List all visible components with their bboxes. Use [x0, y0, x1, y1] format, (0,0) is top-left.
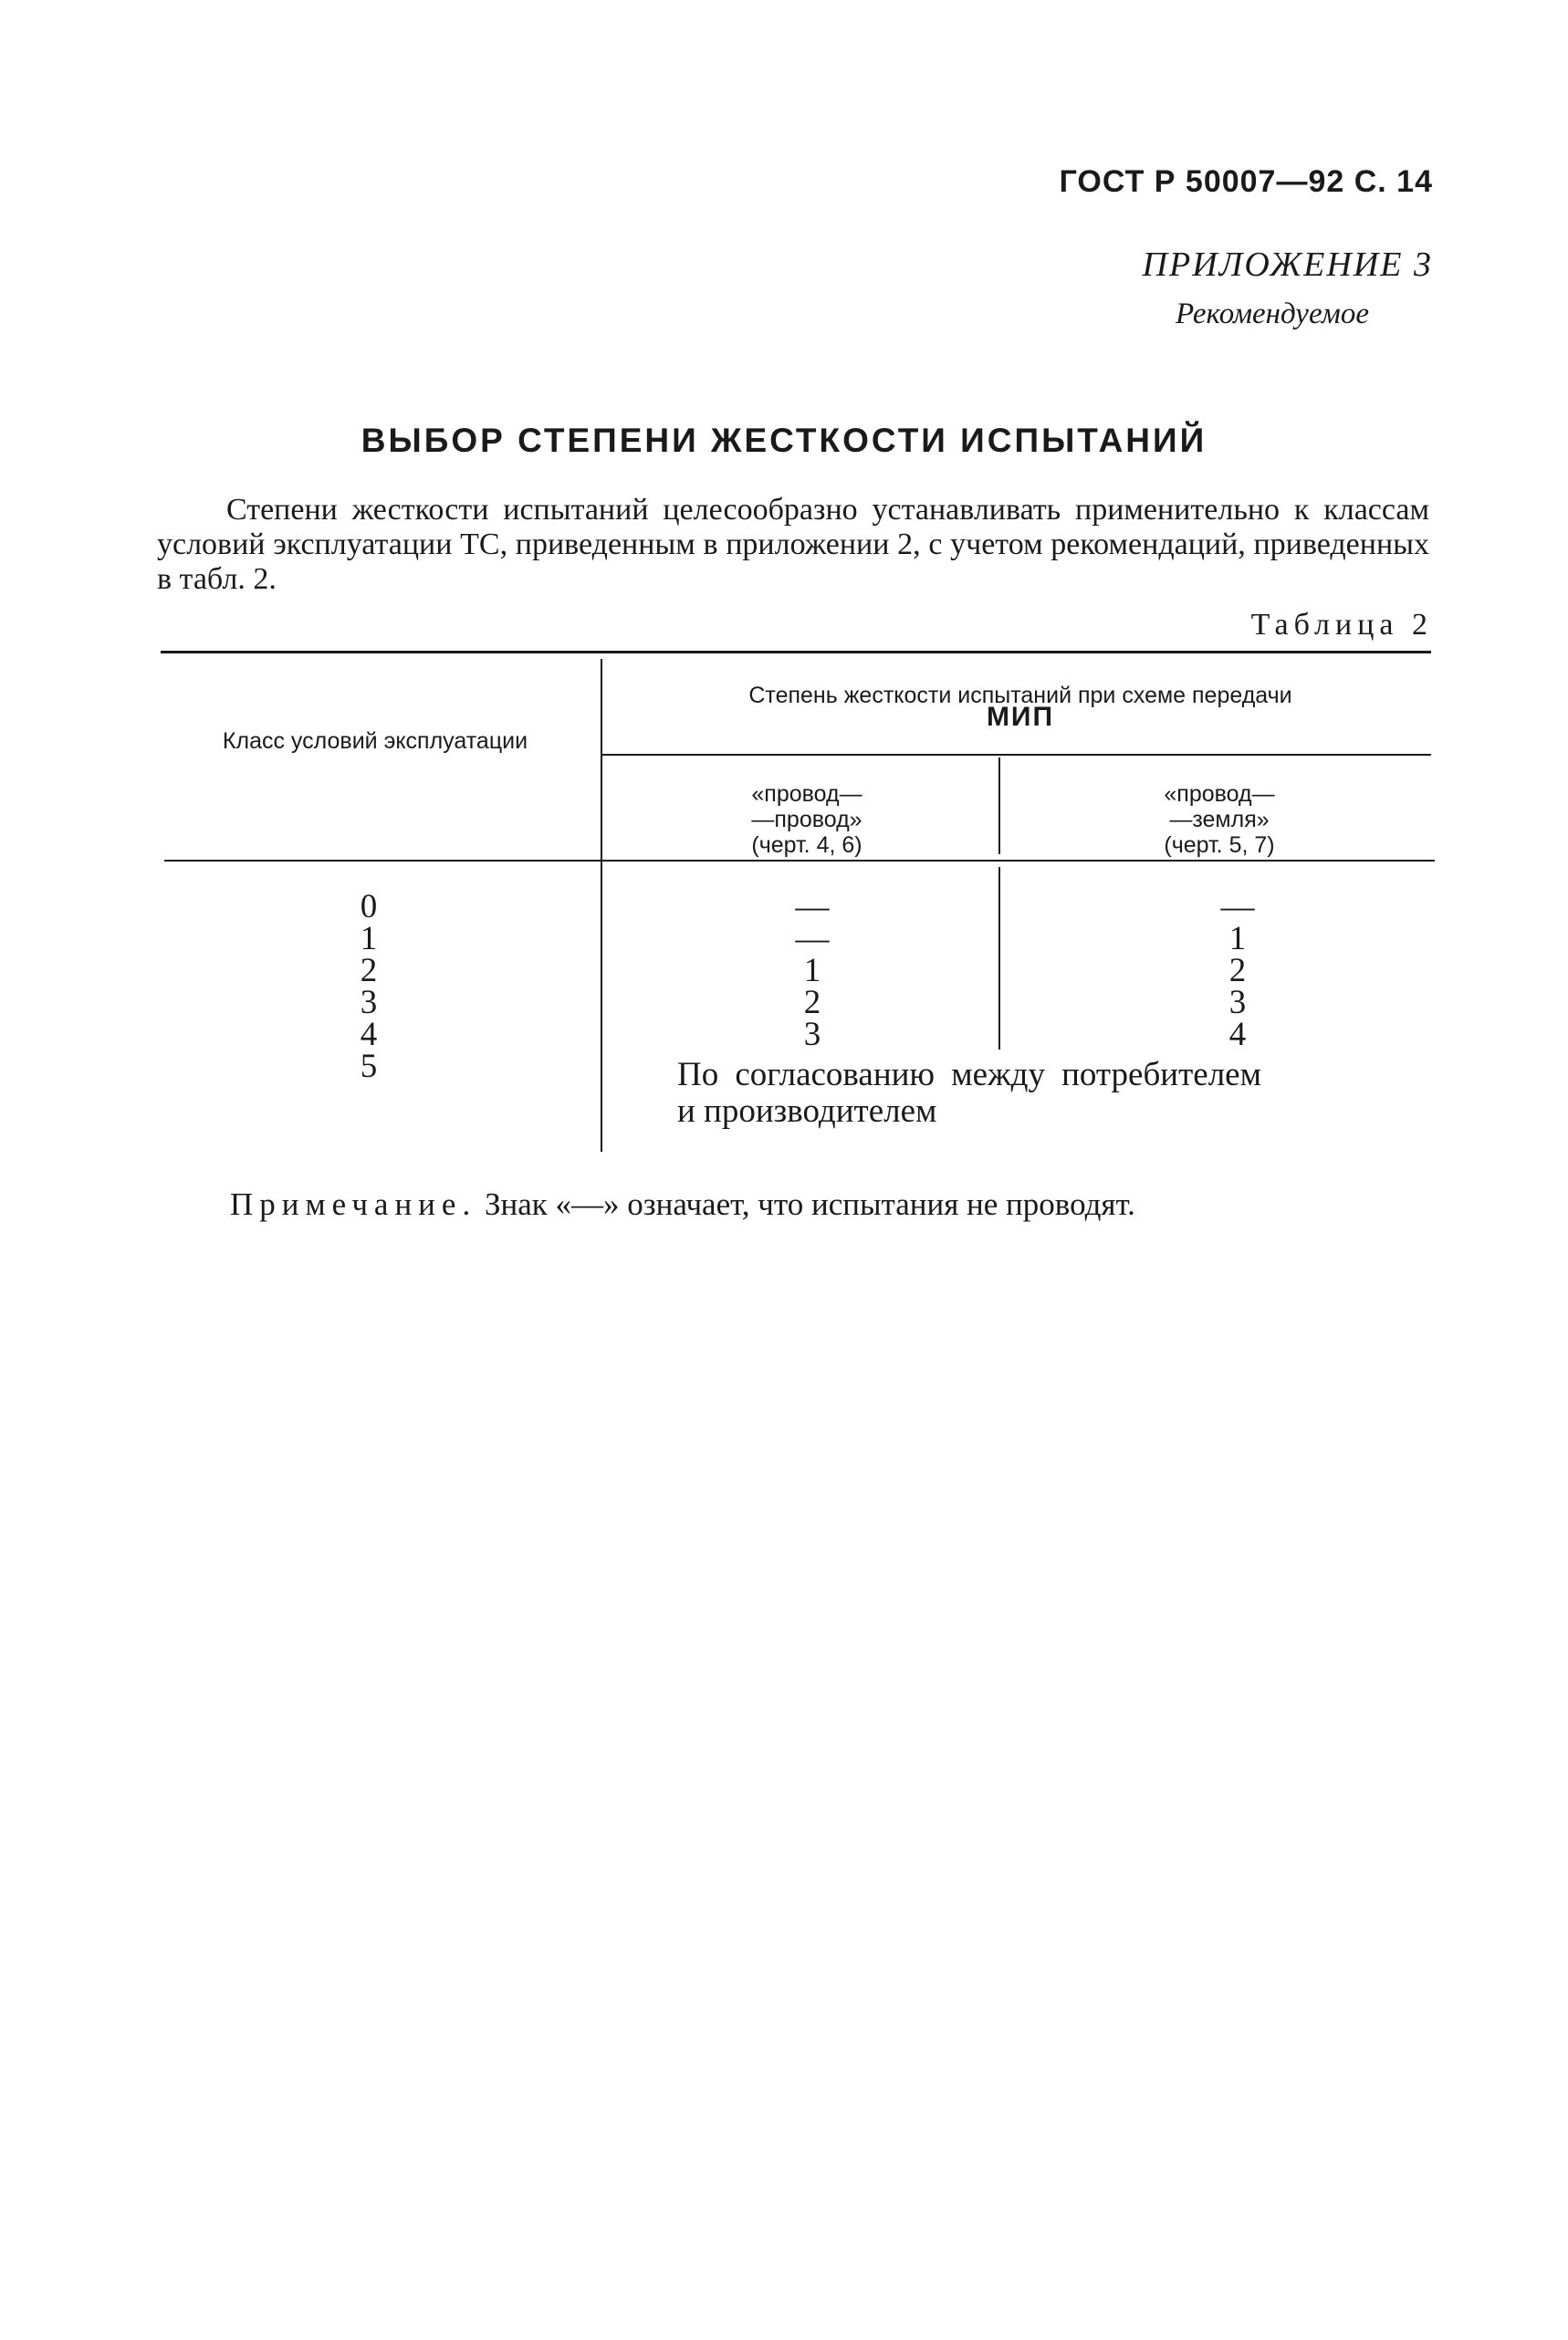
- appendix-status: Рекомендуемое: [1175, 298, 1369, 330]
- document-reference: ГОСТ Р 50007—92 С. 14: [1059, 164, 1433, 199]
- appendix-title: ПРИЛОЖЕНИЕ 3: [1142, 245, 1433, 284]
- section-title: ВЫБОР СТЕПЕНИ ЖЕСТКОСТИ ИСПЫТАНИЙ: [361, 422, 1207, 459]
- intro-text: Степени жесткости испытаний целесообразно устанавливать применительно к классам условий эксплуатации ТС, приведенным в приложении 2, с учетом рекомендаций, приведенных в табл. 2.: [157, 493, 1429, 596]
- wire-wire-column: [730, 888, 894, 1053]
- cell-wire-wire: 1: [803, 952, 821, 989]
- cell-wire-ground: —: [1220, 888, 1255, 925]
- header-wire-ground-line1: «провод—: [1164, 781, 1275, 807]
- table-vertical-divider: [601, 659, 602, 1152]
- header-group: [610, 683, 1431, 730]
- class-column: [314, 888, 423, 1085]
- cell-wire-ground: 1: [1228, 920, 1247, 957]
- header-group-text: Степень жесткости испытаний при схеме передачи: [748, 683, 1292, 708]
- subcol-body-divider: [998, 867, 1000, 1050]
- cell-class: 3: [360, 984, 378, 1021]
- wire-ground-column: [1174, 888, 1301, 1053]
- cell-merged-agreement: По согласованию между потребителем и производителем: [677, 1056, 1261, 1130]
- header-wire-wire-line2: —провод»: [751, 807, 862, 832]
- cell-wire-ground: 3: [1228, 984, 1247, 1021]
- cell-class: 4: [360, 1016, 378, 1053]
- group-header-rule: [602, 754, 1431, 756]
- note-text: Знак «—» означает, что испытания не проводят.: [484, 1186, 1135, 1222]
- table-label: Таблица 2: [1250, 608, 1433, 642]
- table-note: [230, 1186, 1135, 1223]
- intro-paragraph: [157, 493, 1429, 597]
- header-wire-ground-line2: —земля»: [1169, 807, 1270, 832]
- cell-wire-ground: 2: [1228, 952, 1247, 989]
- cell-wire-wire: —: [795, 920, 830, 957]
- header-wire-ground-line3: (черт. 5, 7): [1164, 832, 1275, 858]
- cell-class: 0: [360, 888, 378, 925]
- cell-wire-wire: —: [795, 888, 830, 925]
- cell-wire-wire: 3: [803, 1016, 821, 1053]
- cell-class: 5: [360, 1048, 378, 1085]
- header-wire-wire-line1: «провод—: [751, 781, 862, 807]
- header-class: Класс условий эксплуатации: [222, 728, 528, 754]
- header-wire-ground: [1008, 781, 1431, 858]
- cell-class: 2: [360, 952, 378, 989]
- note-label: Примечание.: [230, 1186, 477, 1222]
- header-wire-wire: [610, 781, 1004, 858]
- cell-wire-wire: 2: [803, 984, 821, 1021]
- table-header-bottom-rule: [164, 860, 1435, 862]
- header-group-abbr: МИП: [986, 702, 1055, 732]
- cell-wire-ground: 4: [1228, 1016, 1247, 1053]
- table-top-rule: [161, 651, 1431, 653]
- cell-class: 1: [360, 920, 378, 957]
- header-wire-wire-line3: (черт. 4, 6): [751, 832, 862, 858]
